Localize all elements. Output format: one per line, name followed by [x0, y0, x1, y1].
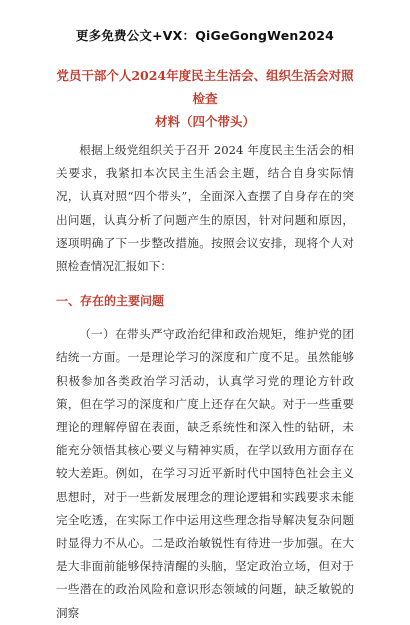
section-heading: 一、存在的主要问题	[56, 294, 165, 309]
promo-header: 更多免费公文+VX：QiGeGongWen2024	[75, 28, 335, 43]
body-paragraph: （一）在带头严守政治纪律和政治规矩，维护党的团结统一方面。一是理论学习的深度和广度不足。虽然能够积极参加各类政治学习活动，认真学习党的理论方针政策，但在学习的深度和广度上还存在欠缺。对于一些重要理论的理解停留在表面，缺乏系统性和深入性的钻研，未能充分领悟其核心要义与精神实质，在学以致用方面存在较大差距。例如，在学习习近平新时代中国特色社会主义思想时，对于一些新发展理念的理论逻辑和实践要求未能完全吃透，在实际工作中运用这些理念指导解决复杂问题时显得力不从心。二是政治敏锐性有待进一步加强。在大是大非面前能够保持清醒的头脑，坚定政治立场，但对于一些潜在的政治风险和意识形态领域的问题，缺乏敏锐的洞察	[56, 327, 354, 620]
document-title	[56, 64, 354, 133]
intro-paragraph: 根据上级党组织关于召开 2024 年度民主生活会的相关要求，我紧扣本次民主生活会主题，结合自身实际情况，认真对照“四个带头”，全面深入查摆了自身存在的突出问题，认真分析了问题产生的原因，针对问题和原因，逐项明确了下一步整改措施。按照会议安排，现将个人对照检查情况汇报如下：	[56, 143, 354, 274]
document-title-line2: 材料（四个带头）	[154, 114, 255, 129]
document-title-line1: 党员干部个人2024年度民主生活会、组织生活会对照检查	[56, 68, 354, 106]
